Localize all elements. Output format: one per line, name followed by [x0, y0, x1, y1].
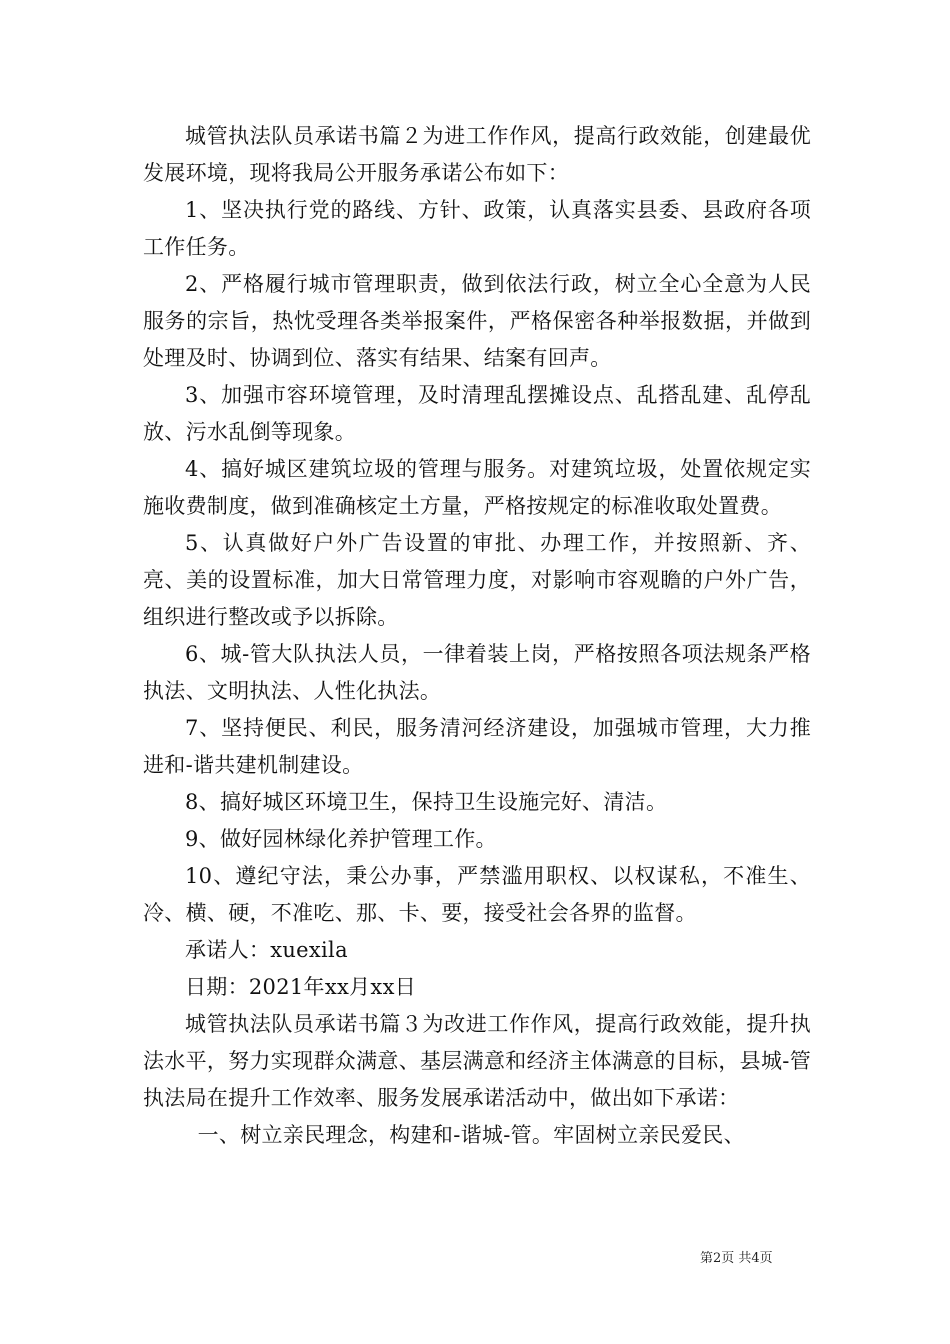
paragraph-section-1: 一、树立亲民理念，构建和-谐城-管。牢固树立亲民爱民、 — [197, 1123, 745, 1147]
paragraph-intro-2: 城管执法队员承诺书篇２为进工作作风，提高行政效能，创建最优发展环境，现将我局公开服务承诺公布如下： — [143, 124, 811, 185]
paragraph-item-7: 7、坚持便民、利民，服务清河经济建设，加强城市管理，大力推进和-谐共建机制建设。 — [143, 716, 811, 777]
paragraph-item-4: 4、搞好城区建筑垃圾的管理与服务。对建筑垃圾，处置依规定实施收费制度，做到准确核定土方量，严格按规定的标准收取处置费。 — [143, 457, 811, 518]
paragraph-item-10: 10、遵纪守法，秉公办事，严禁滥用职权、以权谋私，不准生、冷、横、硬，不准吃、那、卡、要，接受社会各界的监督。 — [143, 864, 811, 925]
paragraph-item-8: 8、搞好城区环境卫生，保持卫生设施完好、清洁。 — [185, 790, 668, 814]
paragraph-item-3: 3、加强市容环境管理，及时清理乱摆摊设点、乱搭乱建、乱停乱放、污水乱倒等现象。 — [143, 383, 811, 444]
paragraph-item-2: 2、严格履行城市管理职责，做到依法行政，树立全心全意为人民服务的宗旨，热忱受理各类举报案件，严格保密各种举报数据，并做到处理及时、协调到位、落实有结果、结案有回声。 — [143, 272, 811, 370]
paragraph-item-5: 5、认真做好户外广告设置的审批、办理工作，并按照新、齐、亮、美的设置标准，加大日常管理力度，对影响市容观瞻的户外广告，组织进行整改或予以拆除。 — [143, 531, 811, 629]
paragraph-item-1: 1、坚决执行党的路线、方针、政策，认真落实县委、县政府各项工作任务。 — [143, 198, 811, 259]
paragraph-item-6: 6、城-管大队执法人员，一律着装上岗，严格按照各项法规条严格执法、文明执法、人性化执法。 — [143, 642, 811, 703]
document-body — [143, 118, 811, 1154]
paragraph-intro-3: 城管执法队员承诺书篇３为改进工作作风，提高行政效能，提升执法水平，努力实现群众满意、基层满意和经济主体满意的目标，县城-管执法局在提升工作效率、服务发展承诺活动中，做出如下承诺： — [143, 1012, 811, 1110]
paragraph-item-9: 9、做好园林绿化养护管理工作。 — [185, 827, 497, 851]
signatory-line: 承诺人：xuexila — [185, 938, 348, 962]
date-line: 日期：2021年xx月xx日 — [185, 975, 417, 999]
page-number-footer: 第2页 共4页 — [700, 1251, 773, 1266]
